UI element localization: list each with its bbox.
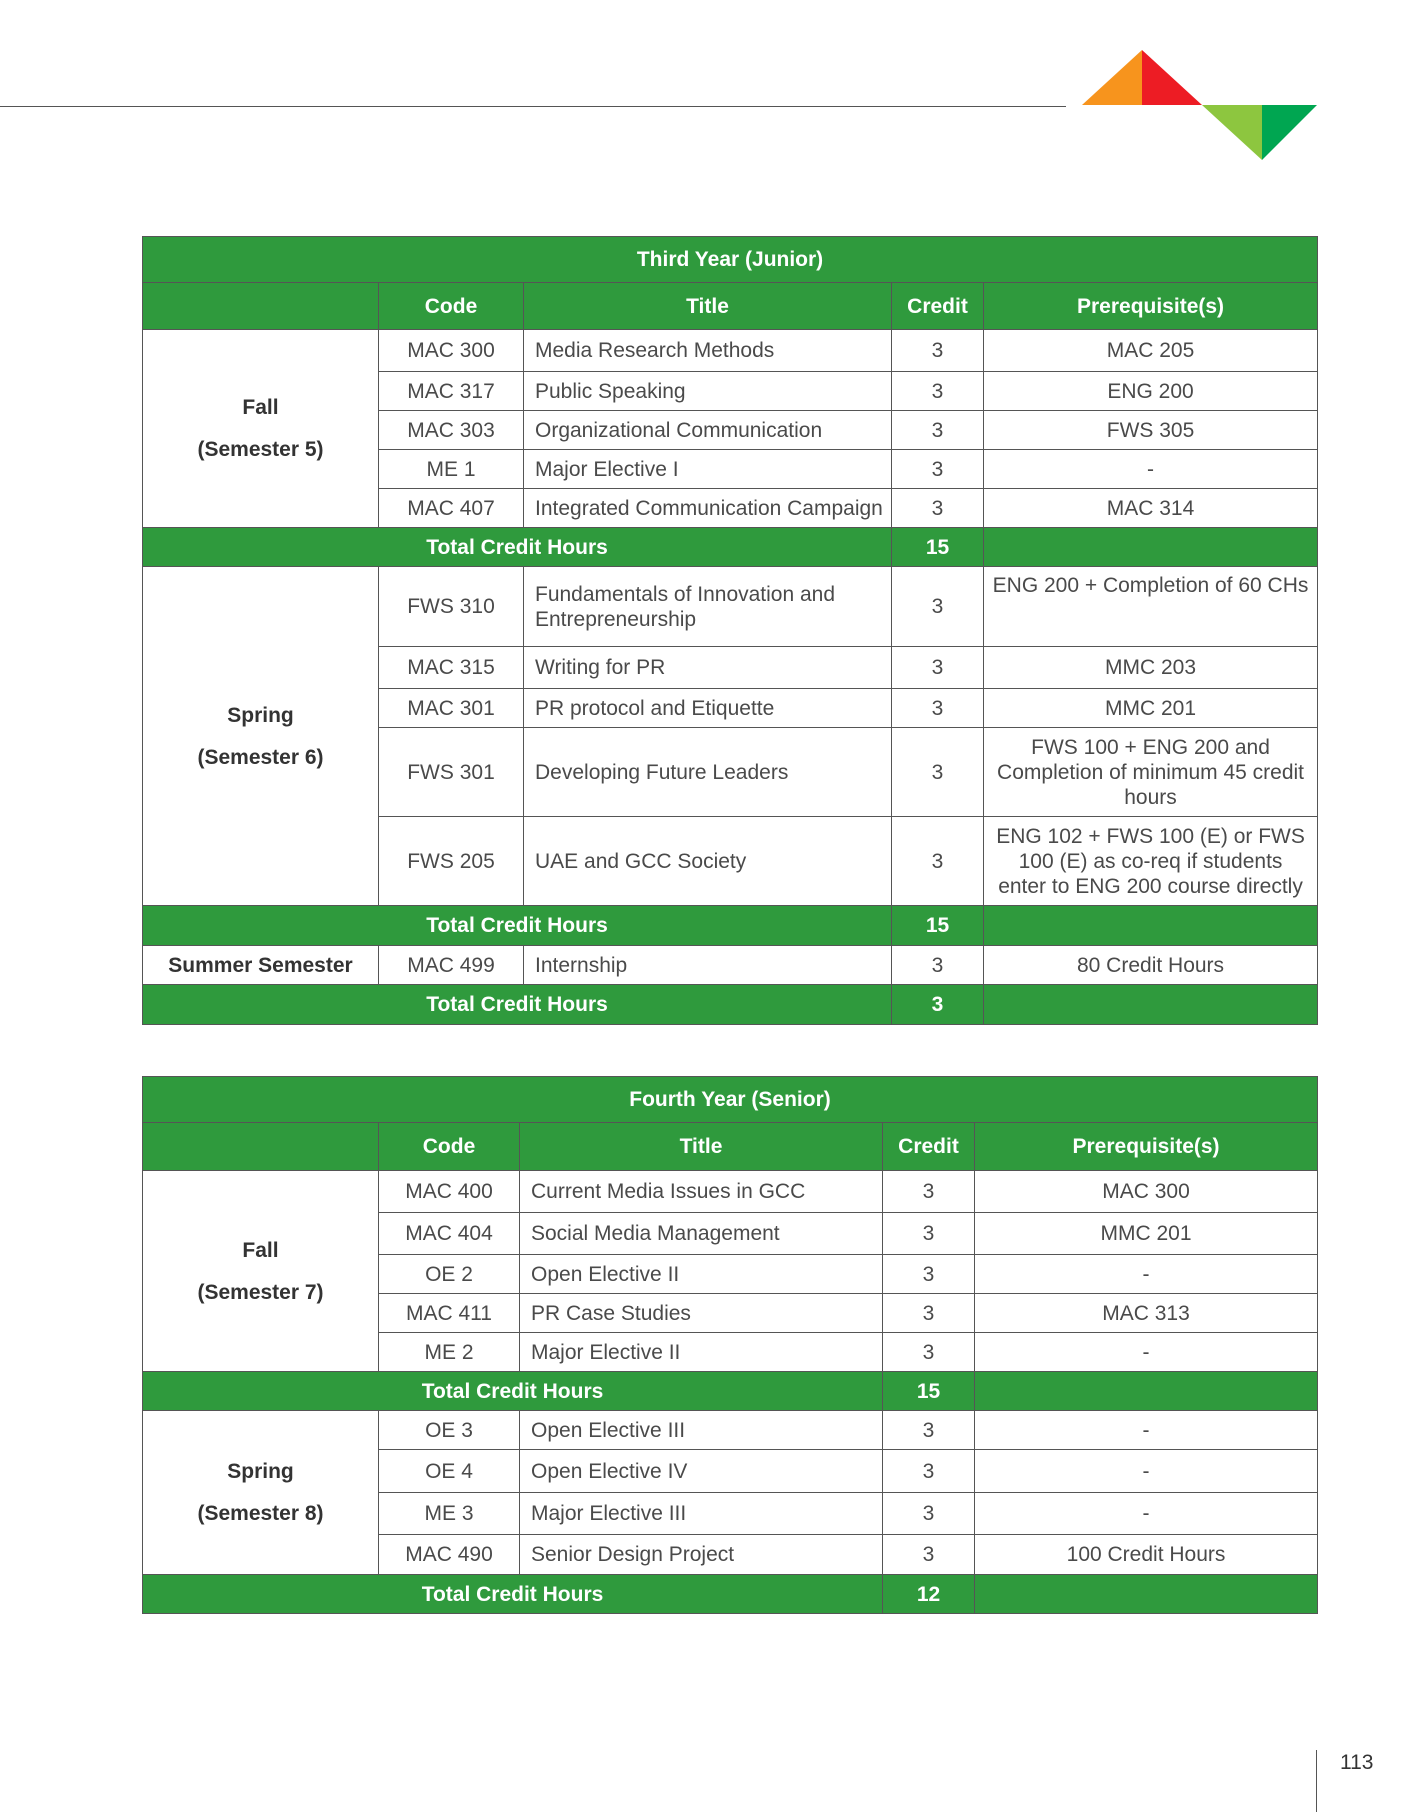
course-code: OE 2 (379, 1255, 520, 1294)
course-credit: 3 (892, 567, 984, 647)
fourth-year-table (142, 1076, 1318, 1614)
table-row (143, 1171, 1318, 1213)
total-row (143, 906, 1318, 946)
logo-orange-triangle (1082, 50, 1142, 105)
course-prereq: MMC 201 (975, 1213, 1318, 1255)
header-rule (0, 106, 1066, 107)
course-prereq: MMC 203 (984, 647, 1318, 689)
course-title: Social Media Management (520, 1213, 883, 1255)
course-credit: 3 (883, 1294, 975, 1333)
course-credit: 3 (892, 728, 984, 817)
course-credit: 3 (883, 1493, 975, 1535)
course-title: Open Elective II (520, 1255, 883, 1294)
course-code: FWS 205 (379, 817, 524, 906)
page-number: 113 (1340, 1751, 1374, 1774)
course-code: FWS 310 (379, 567, 524, 647)
semester-label: Fall (242, 1238, 279, 1262)
course-prereq: ENG 102 + FWS 100 (E) or FWS 100 (E) as co-req if students enter to ENG 200 course directly (984, 817, 1318, 906)
course-title: Organizational Communication (524, 411, 892, 450)
course-code: OE 3 (379, 1411, 520, 1450)
semester-label: Fall (242, 396, 279, 419)
course-title: Current Media Issues in GCC (520, 1171, 883, 1213)
course-credit: 3 (892, 330, 984, 372)
header-prereq: Prerequisite(s) (984, 283, 1318, 330)
course-code: MAC 303 (379, 411, 524, 450)
course-title: UAE and GCC Society (524, 817, 892, 906)
semester-cell (143, 1411, 379, 1575)
course-prereq: 100 Credit Hours (975, 1535, 1318, 1575)
total-value: 15 (883, 1372, 975, 1411)
course-title: Developing Future Leaders (524, 728, 892, 817)
third-year-table (142, 236, 1318, 1025)
course-credit: 3 (883, 1411, 975, 1450)
total-value: 15 (892, 906, 984, 946)
table-title: Fourth Year (Senior) (143, 1077, 1318, 1123)
semester-number: (Semester 8) (197, 1502, 324, 1525)
course-prereq: FWS 305 (984, 411, 1318, 450)
course-code: MAC 411 (379, 1294, 520, 1333)
course-code: MAC 300 (379, 330, 524, 372)
course-credit: 3 (892, 450, 984, 489)
course-prereq: MAC 205 (984, 330, 1318, 372)
table-title: Third Year (Junior) (143, 237, 1318, 283)
table-row (143, 1411, 1318, 1450)
course-code: MAC 315 (379, 647, 524, 689)
semester-cell (143, 1171, 379, 1372)
semester-label: Spring (227, 703, 294, 727)
course-code: ME 1 (379, 450, 524, 489)
course-title: Fundamentals of Innovation and Entrepreneurship (524, 567, 892, 647)
semester-label: Spring (227, 1460, 294, 1483)
course-credit: 3 (892, 647, 984, 689)
course-prereq: MMC 201 (984, 689, 1318, 728)
course-code: FWS 301 (379, 728, 524, 817)
header-blank (143, 1123, 379, 1171)
course-title: PR protocol and Etiquette (524, 689, 892, 728)
course-prereq: ENG 200 + Completion of 60 CHs (984, 567, 1318, 647)
total-row (143, 528, 1318, 567)
course-credit: 3 (892, 411, 984, 450)
semester-number: (Semester 6) (197, 745, 324, 769)
table-row (143, 330, 1318, 372)
triangle-logo (1082, 50, 1322, 162)
course-credit: 3 (892, 372, 984, 411)
course-credit: 3 (892, 689, 984, 728)
total-blank (984, 985, 1318, 1025)
total-value: 15 (892, 528, 984, 567)
course-prereq: - (975, 1450, 1318, 1493)
course-code: MAC 301 (379, 689, 524, 728)
total-label: Total Credit Hours (143, 1372, 883, 1411)
course-code: OE 4 (379, 1450, 520, 1493)
header-title: Title (520, 1123, 883, 1171)
course-prereq: - (975, 1333, 1318, 1372)
semester-label: Summer Semester (143, 946, 379, 985)
total-value: 3 (892, 985, 984, 1025)
course-credit: 3 (892, 946, 984, 985)
course-title: Open Elective III (520, 1411, 883, 1450)
course-credit: 3 (883, 1255, 975, 1294)
course-title: Internship (524, 946, 892, 985)
course-prereq: - (975, 1255, 1318, 1294)
header-code: Code (379, 283, 524, 330)
course-title: Major Elective III (520, 1493, 883, 1535)
total-row (143, 1372, 1318, 1411)
course-credit: 3 (883, 1213, 975, 1255)
page-number-rule (1316, 1750, 1317, 1812)
course-title: Public Speaking (524, 372, 892, 411)
total-value: 12 (883, 1575, 975, 1614)
course-title: Open Elective IV (520, 1450, 883, 1493)
total-blank (975, 1575, 1318, 1614)
semester-cell (143, 567, 379, 906)
course-credit: 3 (883, 1171, 975, 1213)
course-prereq: 80 Credit Hours (984, 946, 1318, 985)
header-blank (143, 283, 379, 330)
total-label: Total Credit Hours (143, 906, 892, 946)
total-label: Total Credit Hours (143, 1575, 883, 1614)
course-prereq: - (975, 1411, 1318, 1450)
total-label: Total Credit Hours (143, 985, 892, 1025)
course-title: Major Elective I (524, 450, 892, 489)
course-prereq: MAC 300 (975, 1171, 1318, 1213)
course-code: MAC 499 (379, 946, 524, 985)
total-row (143, 985, 1318, 1025)
course-title: Media Research Methods (524, 330, 892, 372)
course-code: ME 2 (379, 1333, 520, 1372)
course-code: ME 3 (379, 1493, 520, 1535)
course-credit: 3 (892, 817, 984, 906)
course-title: Writing for PR (524, 647, 892, 689)
header-title: Title (524, 283, 892, 330)
course-prereq: - (984, 450, 1318, 489)
header-prereq: Prerequisite(s) (975, 1123, 1318, 1171)
course-title: Integrated Communication Campaign (524, 489, 892, 528)
logo-green-triangle (1262, 105, 1317, 160)
course-code: MAC 407 (379, 489, 524, 528)
logo-lightgreen-triangle (1202, 105, 1262, 160)
header-code: Code (379, 1123, 520, 1171)
semester-number: (Semester 7) (197, 1280, 324, 1304)
course-credit: 3 (883, 1535, 975, 1575)
course-title: Senior Design Project (520, 1535, 883, 1575)
table-row (143, 946, 1318, 985)
course-code: MAC 490 (379, 1535, 520, 1575)
table-row (143, 567, 1318, 647)
course-prereq: MAC 314 (984, 489, 1318, 528)
course-credit: 3 (883, 1450, 975, 1493)
course-code: MAC 404 (379, 1213, 520, 1255)
course-code: MAC 317 (379, 372, 524, 411)
header-credit: Credit (892, 283, 984, 330)
total-blank (984, 528, 1318, 567)
logo-red-triangle (1142, 50, 1202, 105)
course-credit: 3 (892, 489, 984, 528)
course-credit: 3 (883, 1333, 975, 1372)
course-title: Major Elective II (520, 1333, 883, 1372)
course-prereq: MAC 313 (975, 1294, 1318, 1333)
header-credit: Credit (883, 1123, 975, 1171)
course-prereq: ENG 200 (984, 372, 1318, 411)
semester-cell (143, 330, 379, 528)
course-prereq: - (975, 1493, 1318, 1535)
total-label: Total Credit Hours (143, 528, 892, 567)
total-blank (984, 906, 1318, 946)
total-blank (975, 1372, 1318, 1411)
total-row (143, 1575, 1318, 1614)
semester-number: (Semester 5) (197, 438, 324, 461)
course-code: MAC 400 (379, 1171, 520, 1213)
course-title: PR Case Studies (520, 1294, 883, 1333)
course-prereq: FWS 100 + ENG 200 and Completion of minimum 45 credit hours (984, 728, 1318, 817)
